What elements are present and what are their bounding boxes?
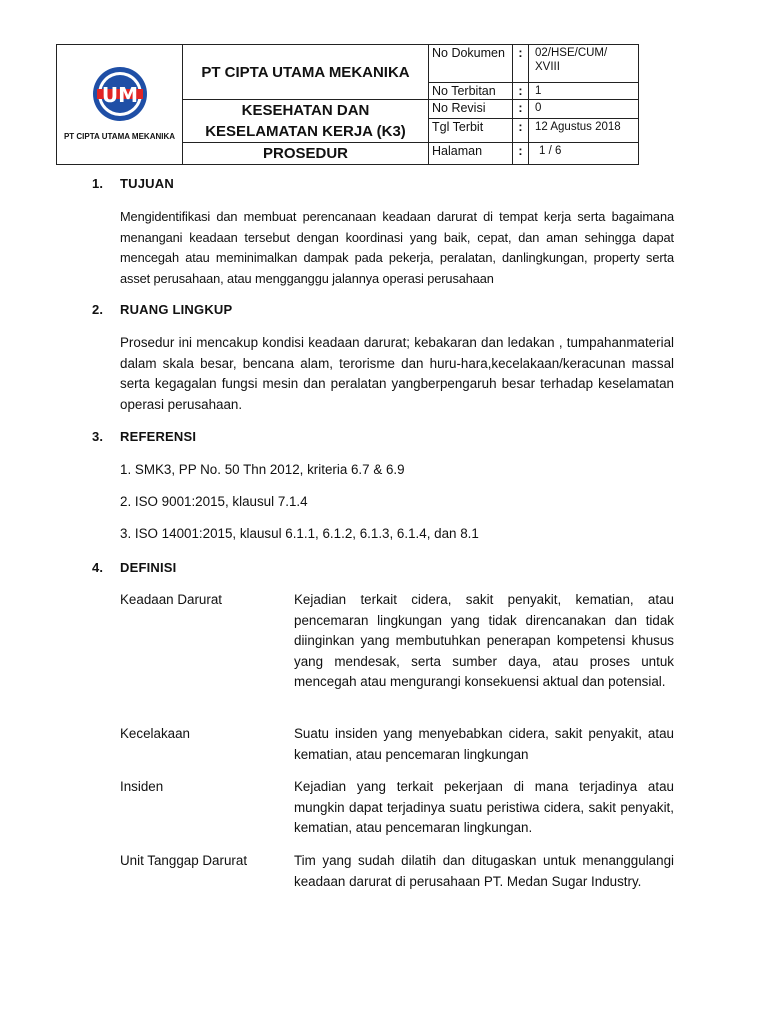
definition-term: Keadaan Darurat xyxy=(120,592,222,607)
section-number: 2. xyxy=(92,302,104,317)
colon: : xyxy=(513,83,529,100)
document-title-line-2: KESELAMATAN KERJA (K3) xyxy=(205,123,406,140)
definition-term: Unit Tanggap Darurat xyxy=(120,853,248,868)
referensi-item: 1. SMK3, PP No. 50 Thn 2012, kriteria 6.7 & 6.9 xyxy=(120,462,405,477)
section-title: TUJUAN xyxy=(120,176,174,191)
section-heading-referensi xyxy=(92,429,196,444)
no-dokumen-value: 02/HSE/CUM/ XVIII xyxy=(529,45,639,83)
section-number: 1. xyxy=(92,176,104,191)
halaman-label: Halaman xyxy=(429,143,513,165)
logo-caption: PT CIPTA UTAMA MEKANIKA xyxy=(63,132,176,141)
section-number: 4. xyxy=(92,560,104,575)
definition-description: Tim yang sudah dilatih dan ditugaskan untuk menanggulangi keadaan darurat di perusahaan PT. Medan Sugar Industry. xyxy=(294,853,674,889)
definition-term: Kecelakaan xyxy=(120,726,190,741)
company-logo-icon xyxy=(91,65,149,123)
logo-text: UM xyxy=(101,83,138,107)
document-type: PROSEDUR xyxy=(183,143,429,165)
no-terbitan-value: 1 xyxy=(529,83,639,100)
referensi-item: 3. ISO 14001:2015, klausul 6.1.1, 6.1.2, 6.1.3, 6.1.4, dan 8.1 xyxy=(120,526,479,541)
section-heading-ruang-lingkup xyxy=(92,302,232,317)
colon: : xyxy=(513,100,529,119)
colon: : xyxy=(513,143,529,165)
colon: : xyxy=(513,118,529,142)
no-revisi-value: 0 xyxy=(529,100,639,119)
definition-description: Kejadian terkait cidera, sakit penyakit, kematian, atau pencemaran lingkungan yang tidak direncanakan dan tidak diinginkan yang membutuhkan penerapan kompetensi khusus yang mendesak, serta sumber daya, atau proses untuk mencegah atau mengurangi konsekuensi aktual dan potensial. xyxy=(294,592,674,690)
no-dokumen-label: No Dokumen xyxy=(429,45,513,83)
definition-description: Suatu insiden yang menyebabkan cidera, sakit penyakit, atau kematian, atau pencemaran lingkungan xyxy=(294,726,674,762)
logo-cell xyxy=(57,45,183,165)
tgl-terbit-value: 12 Agustus 2018 xyxy=(529,118,639,142)
document-title xyxy=(183,100,429,143)
section-heading-tujuan xyxy=(92,176,174,191)
section-title: DEFINISI xyxy=(120,560,177,575)
tujuan-paragraph: Mengidentifikasi dan membuat perencanaan keadaan darurat di tempat kerja serta bagaimana menangani keadaan tersebut dengan koordinasi yang baik, cepat, dan aman sehingga dapat mencegah atau meminimalkan dampak pada pekerja, peralatan, danlingkungan, property serta asset perusahaan, atau mengganggu jalannya operasi perusahaan xyxy=(120,209,674,286)
definition-description: Kejadian yang terkait pekerjaan di mana terjadinya atau mungkin dapat terjadinya suatu peristiwa cidera, sakit penyakit, kematian, atau pencemaran lingkungan. xyxy=(294,779,674,836)
referensi-item: 2. ISO 9001:2015, klausul 7.1.4 xyxy=(120,494,308,509)
company-name: PT CIPTA UTAMA MEKANIKA xyxy=(183,45,429,100)
ruang-lingkup-paragraph: Prosedur ini mencakup kondisi keadaan darurat; kebakaran dan ledakan , tumpahanmaterial dalam skala besar, bencana alam, terorisme dan huru-hara,kecelakaan/keracunan massal serta kegagalan fungsi mesin dan peralatan yangberpengaruh besar terhadap keselamatan operasi perusahaan. xyxy=(120,335,674,412)
section-number: 3. xyxy=(92,429,104,444)
document-header-table xyxy=(56,44,639,165)
no-terbitan-label: No Terbitan xyxy=(429,83,513,100)
section-title: RUANG LINGKUP xyxy=(120,302,233,317)
halaman-value: 1 / 6 xyxy=(529,143,639,165)
section-heading-definisi xyxy=(92,560,177,575)
no-revisi-label: No Revisi xyxy=(429,100,513,119)
tgl-terbit-label: Tgl Terbit xyxy=(429,118,513,142)
colon: : xyxy=(513,45,529,83)
definition-term: Insiden xyxy=(120,779,164,794)
document-title-line-1: KESEHATAN DAN xyxy=(241,102,370,119)
section-title: REFERENSI xyxy=(120,429,197,444)
